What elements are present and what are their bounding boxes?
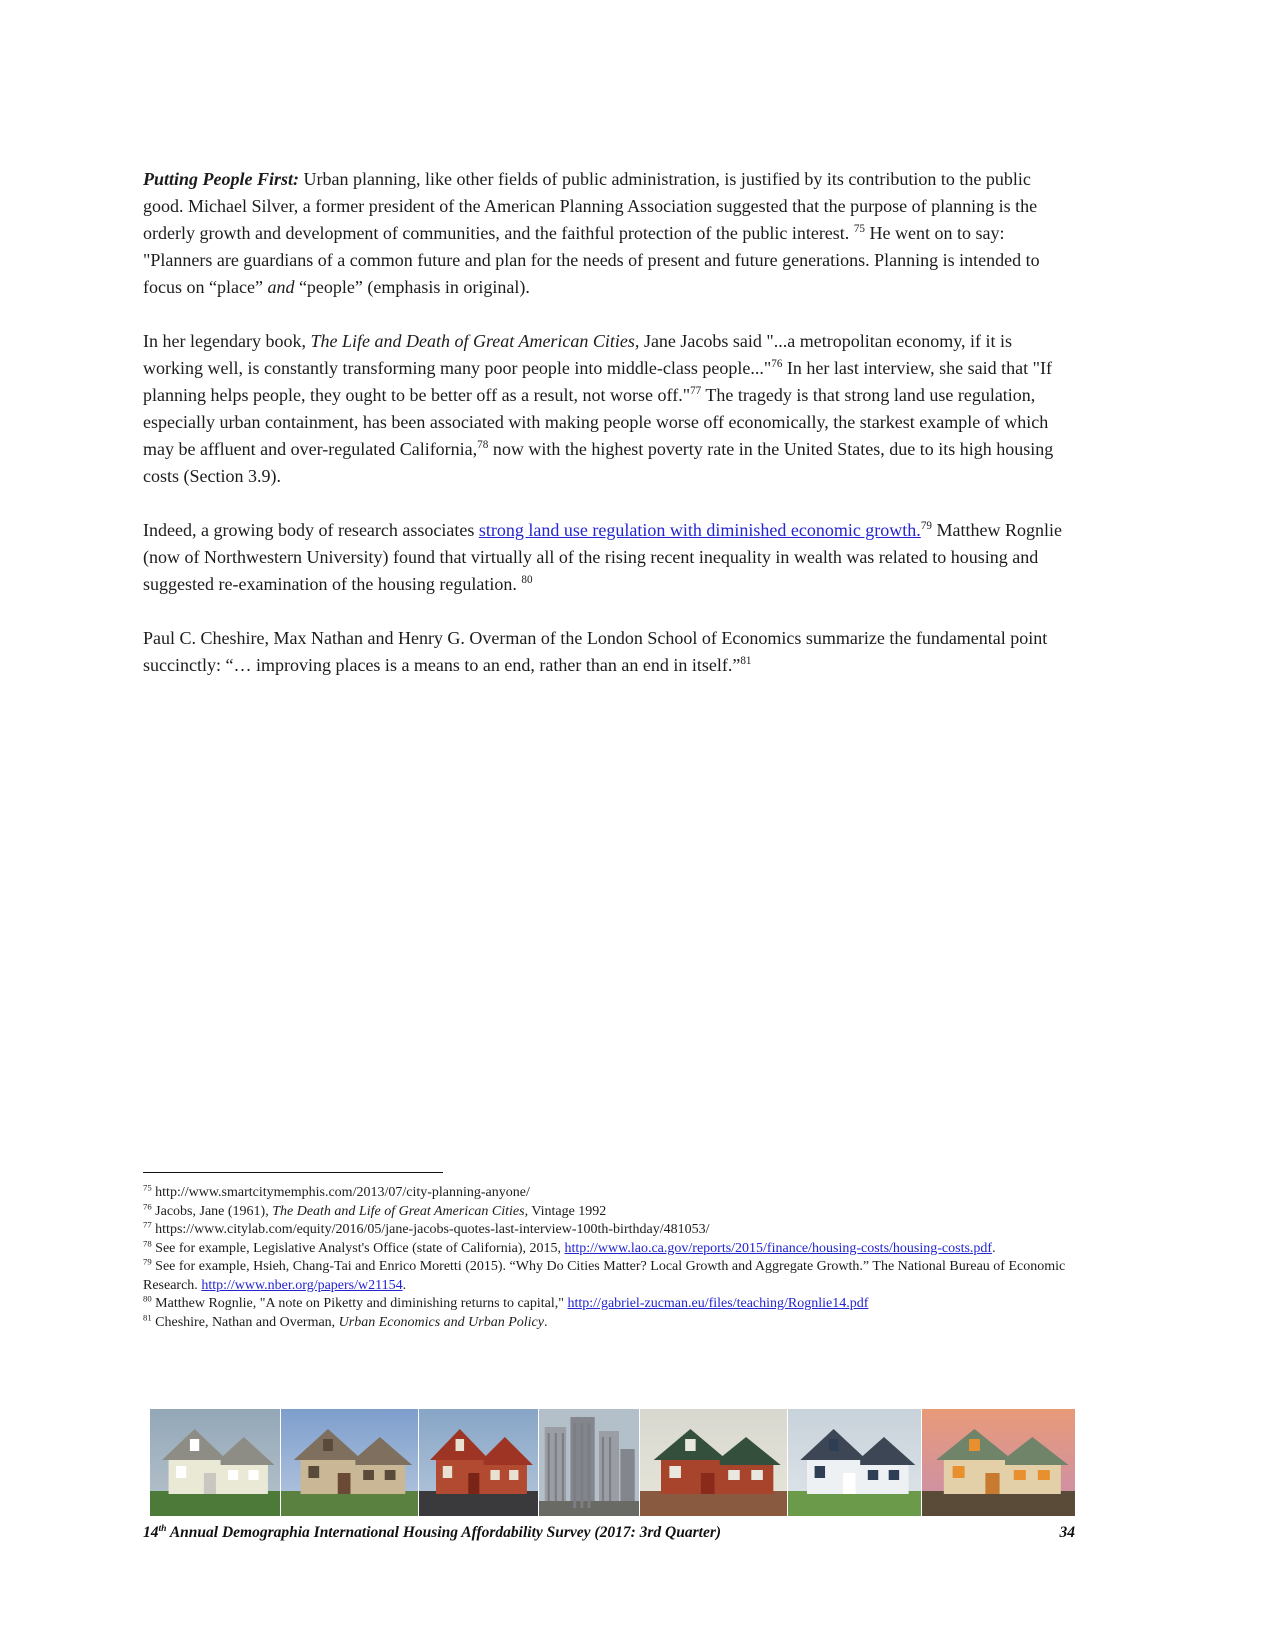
footnote-number: 76 — [143, 1200, 152, 1211]
text-segment: 14 — [143, 1524, 159, 1541]
footnote — [143, 1221, 1083, 1240]
text-segment: Paul C. Cheshire, Max Nathan and Henry G. Overman of the London School of Economics summarize the fundamental point succinctly: “… improving places is a means to an end, rather than an end in itself.” — [143, 628, 1048, 675]
text-segment: The Life and Death of Great American Cities, — [310, 331, 640, 351]
footnote-ref: 78 — [477, 439, 489, 451]
hyperlink[interactable]: http://www.lao.ca.gov/reports/2015/finance/housing-costs/housing-costs.pdf — [564, 1240, 993, 1256]
footnote — [143, 1295, 1083, 1314]
hyperlink[interactable]: http://www.nber.org/papers/w21154 — [201, 1277, 403, 1293]
footnote-number: 80 — [143, 1293, 152, 1304]
photo-suburban-house — [150, 1409, 280, 1516]
text-segment: The Death and Life of Great American Cities, — [272, 1203, 529, 1219]
body-text — [143, 166, 1075, 706]
text-segment: Jacobs, Jane (1961), — [151, 1203, 273, 1219]
text-segment: See for example, Hsieh, Chang-Tai and Enrico Moretti (2015). “Why Do Cities Matter? Local Growth and Aggregate Growth.” The National Bureau of Economic Research. — [143, 1259, 1066, 1293]
text-segment: http://www.smartcitymemphis.com/2013/07/city-planning-anyone/ — [151, 1185, 530, 1200]
text-segment: Annual Demographia International Housing Affordability Survey (2017: 3rd Quarter) — [166, 1524, 722, 1541]
footnote-number: 81 — [143, 1311, 152, 1322]
paragraph — [143, 166, 1075, 301]
photo-colonial-house — [788, 1409, 921, 1516]
footnote-number: 78 — [143, 1237, 152, 1248]
footnote-number: 77 — [143, 1219, 152, 1230]
footnote-ref: 79 — [920, 520, 932, 532]
text-segment: . — [992, 1240, 996, 1256]
house-photo-strip — [150, 1409, 1075, 1516]
footnote-separator — [143, 1172, 443, 1173]
footnote — [143, 1237, 1083, 1259]
footnote-ref: 80 — [521, 574, 533, 586]
text-segment: The tragedy is that strong land use regulation, especially urban containment, has been associated with making people worse off economically, the starkest example of which may be affluent and over-regulated California, — [143, 385, 1049, 459]
text-segment: In her legendary book, — [143, 331, 311, 351]
photo-highrise-towers — [539, 1409, 639, 1516]
hyperlink[interactable]: strong land use regulation with diminished economic growth. — [478, 520, 921, 540]
text-segment: now with the highest poverty rate in the United States, due to its high housing costs (Section 3.9). — [143, 439, 1054, 486]
text-segment: and — [267, 277, 295, 297]
footnote — [143, 1258, 1083, 1295]
footnote — [143, 1200, 1083, 1222]
text-segment: Urban Economics and Urban Policy — [338, 1314, 544, 1330]
paragraph — [143, 517, 1075, 598]
hyperlink[interactable]: http://gabriel-zucman.eu/files/teaching/Rognlie14.pdf — [567, 1296, 869, 1311]
footnote-number: 75 — [143, 1182, 152, 1193]
text-segment: “people” (emphasis in original). — [294, 277, 530, 297]
footnote-ref: 77 — [690, 385, 702, 397]
text-segment: Cheshire, Nathan and Overman, — [151, 1314, 339, 1330]
text-segment: In her last interview, she said that "If planning helps people, they ought to be better off as a result, not worse off." — [143, 358, 1052, 405]
text-segment: Vintage 1992 — [528, 1203, 607, 1219]
footnotes — [143, 1184, 1083, 1332]
photo-sunset-house — [922, 1409, 1075, 1516]
text-segment: . — [543, 1314, 548, 1330]
text-segment: Matthew Rognlie (now of Northwestern University) found that virtually all of the rising recent inequality in wealth was related to housing and suggested re-examination of the housing regulation. — [143, 520, 1062, 594]
footnote-ref: th — [158, 1522, 167, 1534]
text-segment: Urban planning, like other fields of public administration, is justified by its contribution to the public good. Michael Silver, a former president of the American Planning Association suggested that the purpose of planning is the orderly growth and development of communities, and the faithful protection of the public interest. — [143, 169, 1038, 243]
text-segment: Jane Jacobs said "...a metropolitan economy, if it is working well, is constantly transforming many poor people into middle-class people..." — [143, 331, 1013, 378]
text-segment: Matthew Rognlie, "A note on Piketty and diminishing returns to capital," — [151, 1296, 568, 1311]
photo-red-brick-house — [640, 1409, 787, 1516]
footer-title — [143, 1524, 721, 1542]
text-segment: Indeed, a growing body of research associates — [143, 520, 479, 540]
text-segment: https://www.citylab.com/equity/2016/05/jane-jacobs-quotes-last-interview-100th-birthday/481053/ — [151, 1222, 710, 1237]
text-segment: He went on to say: "Planners are guardians of a common future and plan for the needs of present and future generations. Planning is intended to focus on “place” — [143, 223, 1040, 297]
text-segment: . — [402, 1277, 407, 1293]
page-footer — [143, 1524, 1075, 1542]
footnote — [143, 1311, 1083, 1333]
footnote-ref: 81 — [740, 655, 752, 667]
footnote — [143, 1184, 1083, 1203]
page-number: 34 — [1059, 1524, 1075, 1541]
paragraph — [143, 328, 1075, 490]
footnote-number: 79 — [143, 1256, 152, 1267]
photo-chateau-house — [281, 1409, 418, 1516]
text-segment: See for example, Legislative Analyst's Office (state of California), 2015, — [151, 1240, 565, 1256]
paragraph — [143, 625, 1075, 679]
footnote-ref: 76 — [771, 358, 783, 370]
text-segment: Putting People First: — [143, 169, 304, 189]
footnote-ref: 75 — [853, 223, 865, 235]
photo-brick-row-house — [419, 1409, 538, 1516]
